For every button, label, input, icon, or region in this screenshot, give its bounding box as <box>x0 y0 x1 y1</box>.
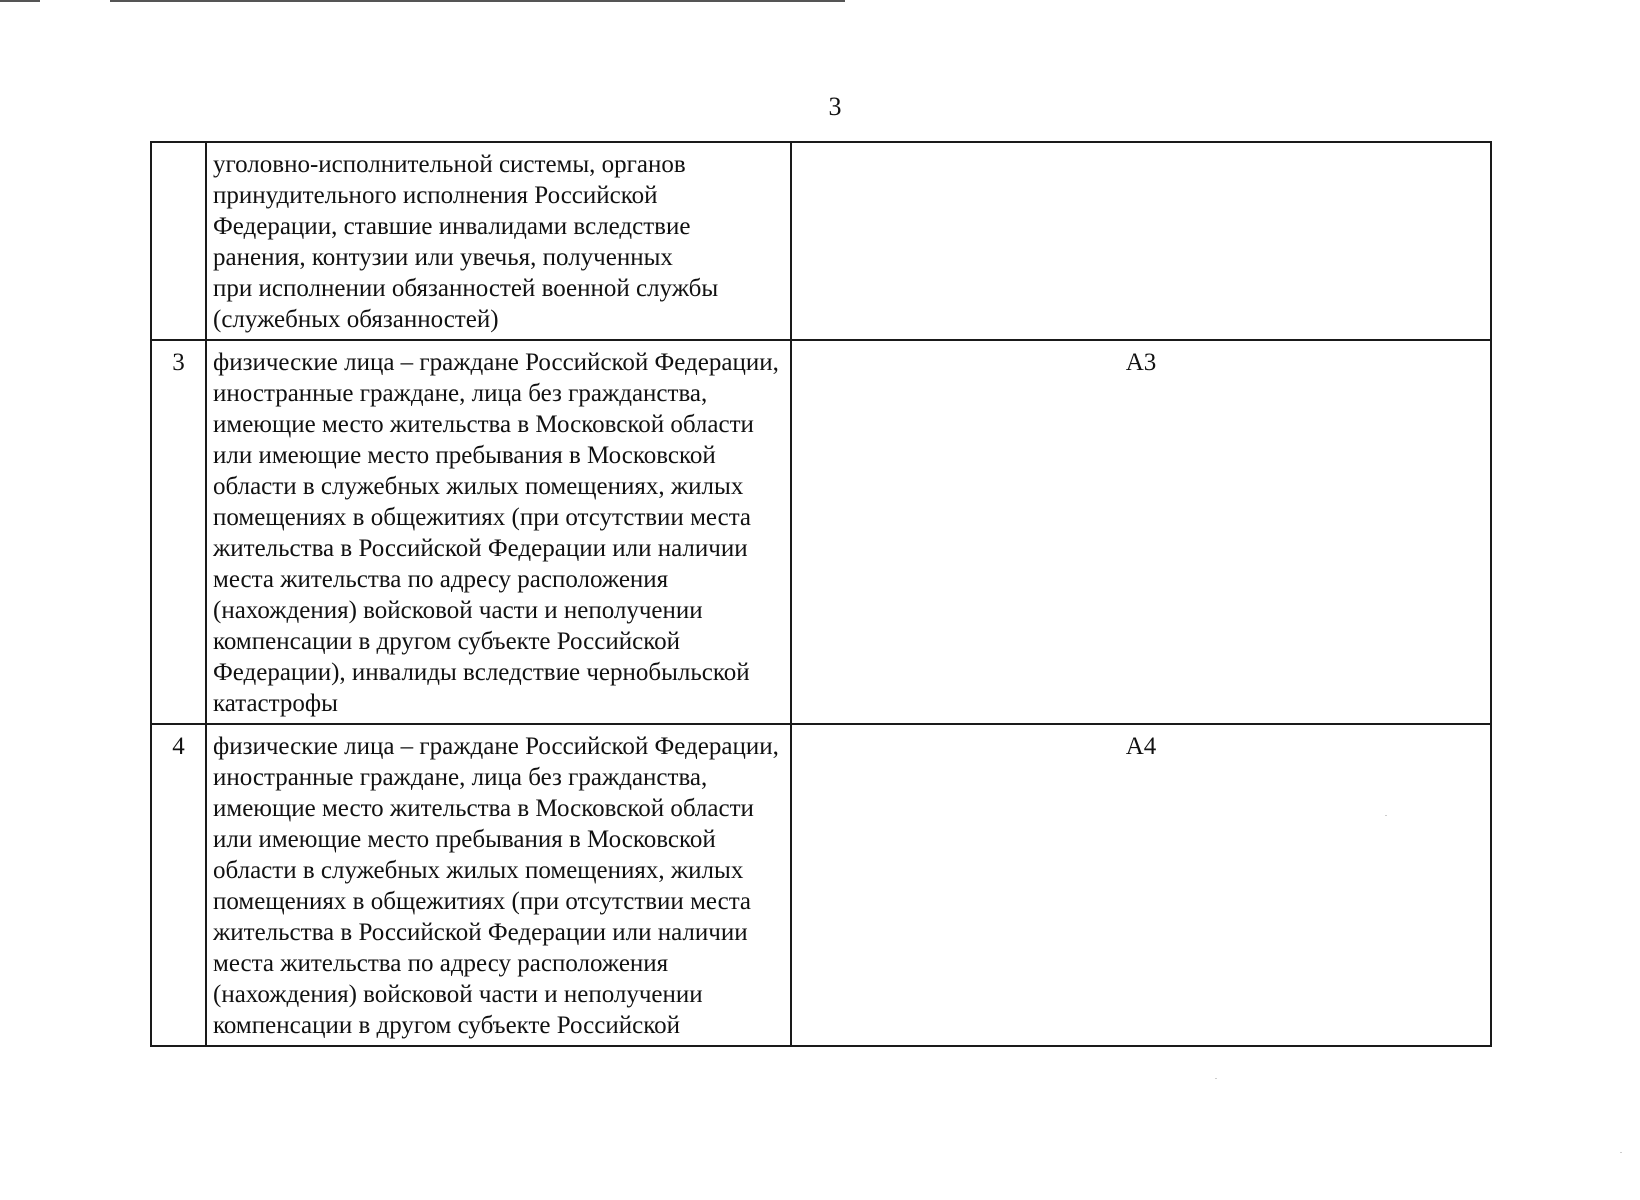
description-line: (служебных обязанностей) <box>213 306 499 333</box>
row-number-cell: 4 <box>151 724 206 1046</box>
description-line: жительства в Российской Федерации или наличии <box>213 919 748 946</box>
scan-speck <box>1385 815 1387 816</box>
description-line: помещениях в общежитиях (при отсутствии места <box>213 888 752 915</box>
scan-speck <box>1620 1152 1622 1153</box>
page-number: 3 <box>828 92 842 121</box>
description-line: области в служебных жилых помещениях, жилых <box>213 473 744 500</box>
description-line: (нахождения) войсковой части и неполучении <box>213 597 703 624</box>
scan-top-edge-right <box>110 0 845 2</box>
scan-top-edge-left <box>0 0 40 2</box>
description-line: места жительства по адресу расположения <box>213 566 669 593</box>
description-line: уголовно-исполнительной системы, органов <box>213 151 686 178</box>
category-table <box>150 141 1492 1047</box>
description-line: помещениях в общежитиях (при отсутствии места <box>213 504 752 531</box>
description-line: физические лица – граждане Российской Федерации, <box>213 349 779 376</box>
description-line: Федерации), инвалиды вследствие чернобыльской <box>213 659 750 686</box>
row-number-cell: 3 <box>151 340 206 724</box>
row-number-cell <box>151 142 206 340</box>
description-line: (нахождения) войсковой части и неполучении <box>213 981 703 1008</box>
description-line: или имеющие место пребывания в Московской <box>213 826 716 853</box>
description-line: иностранные граждане, лица без гражданства, <box>213 764 708 791</box>
description-line: Федерации, ставшие инвалидами вследствие <box>213 213 691 240</box>
description-line: или имеющие место пребывания в Московской <box>213 442 716 469</box>
row-description-cell <box>206 142 791 340</box>
row-code-cell <box>791 142 1491 340</box>
description-line: имеющие место жительства в Московской области <box>213 411 754 438</box>
description-line: катастрофы <box>213 690 338 717</box>
description-line: жительства в Российской Федерации или наличии <box>213 535 748 562</box>
description-line: ранения, контузии или увечья, полученных <box>213 244 673 271</box>
description-line: иностранные граждане, лица без гражданства, <box>213 380 708 407</box>
description-line: имеющие место жительства в Московской области <box>213 795 754 822</box>
row-description-cell <box>206 340 791 724</box>
table-row <box>151 724 1491 1046</box>
description-line: принудительного исполнения Российской <box>213 182 658 209</box>
description-line: физические лица – граждане Российской Федерации, <box>213 733 779 760</box>
scan-speck <box>1215 1078 1217 1079</box>
row-code-cell: А4 <box>791 724 1491 1046</box>
table-row <box>151 340 1491 724</box>
row-code-cell: А3 <box>791 340 1491 724</box>
description-line: места жительства по адресу расположения <box>213 950 669 977</box>
row-description-cell <box>206 724 791 1046</box>
description-line: компенсации в другом субъекте Российской <box>213 1012 680 1039</box>
table-row <box>151 142 1491 340</box>
description-line: области в служебных жилых помещениях, жилых <box>213 857 744 884</box>
description-line: компенсации в другом субъекте Российской <box>213 628 680 655</box>
description-line: при исполнении обязанностей военной службы <box>213 275 719 302</box>
